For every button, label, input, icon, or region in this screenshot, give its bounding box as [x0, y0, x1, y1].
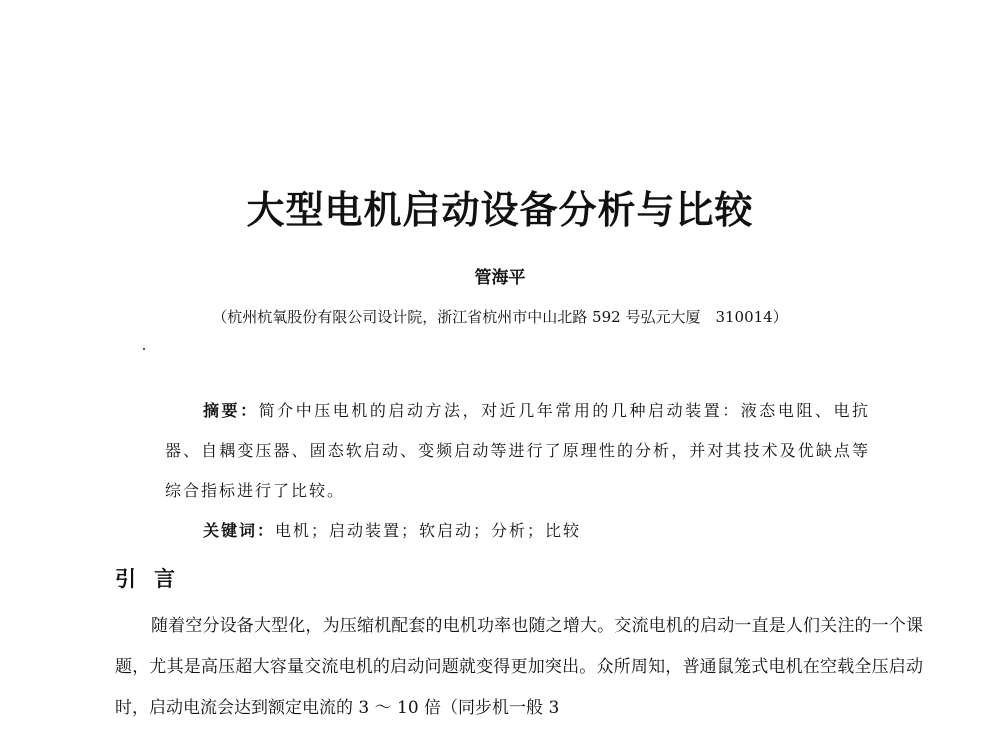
- keywords: [203, 516, 581, 546]
- author-affiliation: （杭州杭氧股份有限公司设计院，浙江省杭州市中山北路 592 号弘元大厦 310014）: [212, 308, 788, 326]
- paper-title: 大型电机启动设备分析与比较: [246, 187, 754, 232]
- scan-speck: [143, 348, 145, 350]
- abstract-text: 简介中压电机的启动方法，对近几年常用的几种启动装置：液态电阻、电抗器、自耦变压器、固态软启动、变频启动等进行了原理性的分析，并对其技术及优缺点等综合指标进行了比较。: [165, 401, 870, 500]
- section-heading-introduction: 引言: [115, 566, 193, 591]
- keywords-label: 关键词：: [203, 521, 276, 540]
- intro-paragraph: 随着空分设备大型化，为压缩机配套的电机功率也随之增大。交流电机的启动一直是人们关注的一个课题，尤其是高压超大容量交流电机的启动问题就变得更加突出。众所周知，普通鼠笼式电机在空载全压启动时，启动电流会达到额定电流的 3 ～ 10 倍（同步机一般 3: [115, 616, 923, 718]
- abstract-label: 摘要：: [203, 401, 259, 420]
- keywords-text: 电机；启动装置；软启动；分析；比较: [275, 521, 582, 540]
- abstract: [165, 391, 870, 511]
- author-name: 管海平: [474, 268, 526, 288]
